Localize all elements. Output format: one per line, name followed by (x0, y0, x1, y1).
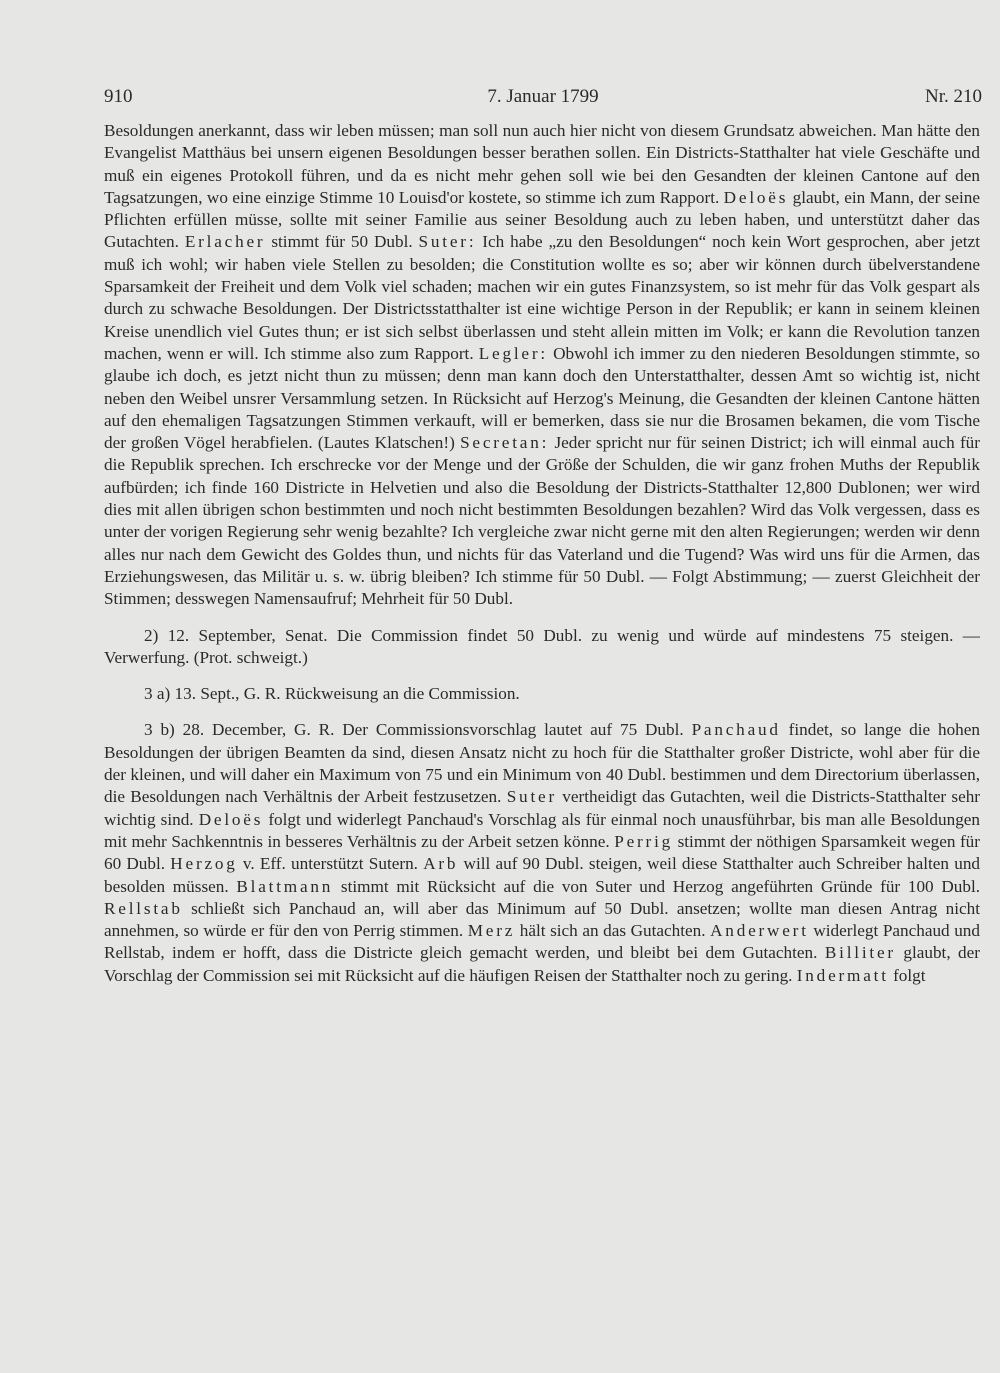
text-run: Jeder spricht nur für seinen District; ich will einmal auch für die Republik sprechen. Ich erschrecke vor der Menge und der Größe der Schulden, die wir ganz frohen Muths der Republik aufbürden; ich finde 160 Districte in Helvetien und also die Besoldung der Districts-Statthalter 12,800 Dublonen; wer wird dies mit allen übrigen schon bestimmten und noch nicht bestimmten Besoldungen bezahlen? Wird das Volk vergessen, dass es unter der vorigen Regierung sehr wenig bezahlte? Ich vergleiche zwar nicht gerne mit den alten Regierungen; werden wir denn alles nur nach dem Gewicht des Goldes thun, und nichts für das Vaterland und die Tugend? Was wird uns für die Armen, das Erziehungswesen, das Militär u. s. w. übrig bleiben? Ich stimme für 50 Dubl. — Folgt Abstimmung; — zuerst Gleichheit der Stimmen; desswegen Namensaufruf; Mehrheit für 50 Dubl. (104, 433, 980, 609)
header-issue-number: Nr. 210 (925, 86, 982, 107)
speaker-name: Arb (423, 854, 459, 874)
text-run: will auf 90 Dubl. steigen, weil diese Statthalter auch Schreiber halten und besolden müssen. (104, 854, 981, 896)
text-run: hält sich an das Gutachten. (519, 921, 706, 941)
text-run: v. Eff. unterstützt Sutern. (242, 854, 418, 874)
speaker-name: Panchaud (691, 720, 781, 740)
speaker-name: Anderwert (710, 921, 809, 941)
text-run: folgt (893, 965, 926, 985)
speaker-name: Perrig (614, 831, 674, 851)
speaker-name: Legler: (478, 343, 548, 363)
text-run: findet, so lange die hohen Besoldungen der übrigen Beamten da sind, diesen Ansatz nicht zu hoch für die Statthalter großer Districte, wohl aber für die der kleinen, und will daher ein Maximum von 75 und ein Minimum von 40 Dubl. bestimmen und dem Directorium überlassen, die Besoldungen nach Verhältnis der Arbeit festzusetzen. (104, 720, 980, 807)
text-run: stimmt für 50 Dubl. (271, 232, 413, 252)
speaker-name: Blattmann (236, 876, 334, 896)
speaker-name: Suter: (418, 232, 477, 252)
text-run: stimmt der nöthigen Sparsamkeit wegen für 60 Dubl. (104, 831, 981, 874)
paragraph-2 (104, 625, 980, 670)
speaker-name: Merz (467, 921, 516, 941)
paragraph-1 (104, 120, 980, 611)
page-header (104, 86, 982, 116)
speaker-name: Billiter (824, 943, 896, 963)
body-text (104, 120, 980, 987)
text-run: 3 a) 13. Sept., G. R. Rückweisung an die Commission. (144, 684, 520, 704)
text-run: Besoldungen anerkannt, dass wir leben müssen; man soll nun auch hier nicht von diesem Grundsatz abweichen. Man hätte den Evangelist Matthäus bei unsern eigenen Besoldungen besser berathen sollen. Ein Districts-Statthalter hat viele Geschäfte und muß ein eigenes Protokoll führen, und da es nicht mehr gehen soll wie bei den Gesandten der kleinen Cantone auf den Tagsatzungen, wo eine einzige Stimme 10 Louisd'or kostete, so stimme ich zum Rapport. (104, 121, 980, 207)
speaker-name: Indermatt (796, 965, 889, 985)
text-run: Ich habe „zu den Besoldungen“ noch kein Wort gesprochen, aber jetzt muß ich wohl; wir haben viele Stellen zu besolden; die Constitution wollte es so; aber wir können durch übelverstandene Sparsamkeit der Freiheit und dem Volk viel schaden; machen wir ein gutes Finanzsystem, so ist mehr für das Volk gespart als durch zu schwache Besoldungen. Der Districtsstatthalter ist eine wichtige Person in der Republik; er kann in seinem kleinen Kreise unendlich viel Gutes thun; er ist sich selbst überlassen und steht allein mitten im Volk; er kann die Revolution tanzen machen, wenn er will. Ich stimme also zum Rapport. (104, 232, 980, 363)
text-run: Obwohl ich immer zu den niederen Besoldungen stimmte, so glaube ich doch, es jetzt nicht thun zu müssen; denn man kann doch den Unterstatthalter, dessen Amt so wichtig ist, nicht neben den Weibel unsrer Versammlung setzen. In Rücksicht auf Herzog's Meinung, die Gesandten der kleinen Cantone hätten auf den ehemaligen Tagsatzungen Stimmen verkauft, will er bemerken, dass sie nur die Brosamen bekamen, die vom Tische der großen Vögel herabfielen. (Lautes Klatschen!) (104, 343, 981, 453)
speaker-name: Secretan: (460, 433, 550, 453)
text-run: 3 b) 28. December, G. R. Der Commissionsvorschlag lautet auf 75 Dubl. (144, 720, 684, 740)
text-run: widerlegt Panchaud und Rellstab, indem er hofft, dass die Districte gleich gemacht werden, und bleibt bei dem Gutachten. (104, 921, 980, 963)
speaker-name: Herzog (170, 854, 238, 874)
text-run: glaubt, ein Mann, der seine Pflichten erfüllen müsse, sollte mit seiner Familie aus seiner Besoldung auch zu leben haben, und unterstützt daher das Gutachten. (104, 187, 981, 252)
speaker-name: Erlacher (184, 232, 266, 252)
paragraph-3b (104, 719, 980, 987)
paragraph-3a (104, 683, 980, 705)
text-run: 2) 12. September, Senat. Die Commission findet 50 Dubl. zu wenig und würde auf mindestens 75 steigen. — Verwerfung. (Prot. schweigt.) (104, 625, 980, 667)
text-run: vertheidigt das Gutachten, weil die Districts-Statthalter sehr wichtig sind. (104, 787, 981, 829)
speaker-name: Deloës (723, 187, 789, 207)
speaker-name: Suter (506, 787, 557, 807)
text-run: glaubt, der Vorschlag der Commission sei mit Rücksicht auf die häufigen Reisen der Statthalter noch zu gering. (104, 943, 980, 985)
speaker-name: Deloës (198, 809, 264, 829)
speaker-name: Rellstab (104, 898, 183, 918)
text-run: folgt und widerlegt Panchaud's Vorschlag als für einmal noch unausführbar, bis man alle Besoldungen mit mehr Sachkenntnis in besseres Verhältnis zu der Arbeit setzen könne. (104, 809, 981, 851)
header-date: 7. Januar 1799 (487, 86, 599, 107)
text-run: schließt sich Panchaud an, will aber das Minimum auf 50 Dubl. ansetzen; wollte man diesen Antrag nicht annehmen, so würde er für den von Perrig stimmen. (104, 898, 980, 941)
text-run: stimmt mit Rücksicht auf die von Suter und Herzog angeführten Gründe für 100 Dubl. (340, 876, 981, 896)
header-page-number: 910 (104, 86, 133, 107)
